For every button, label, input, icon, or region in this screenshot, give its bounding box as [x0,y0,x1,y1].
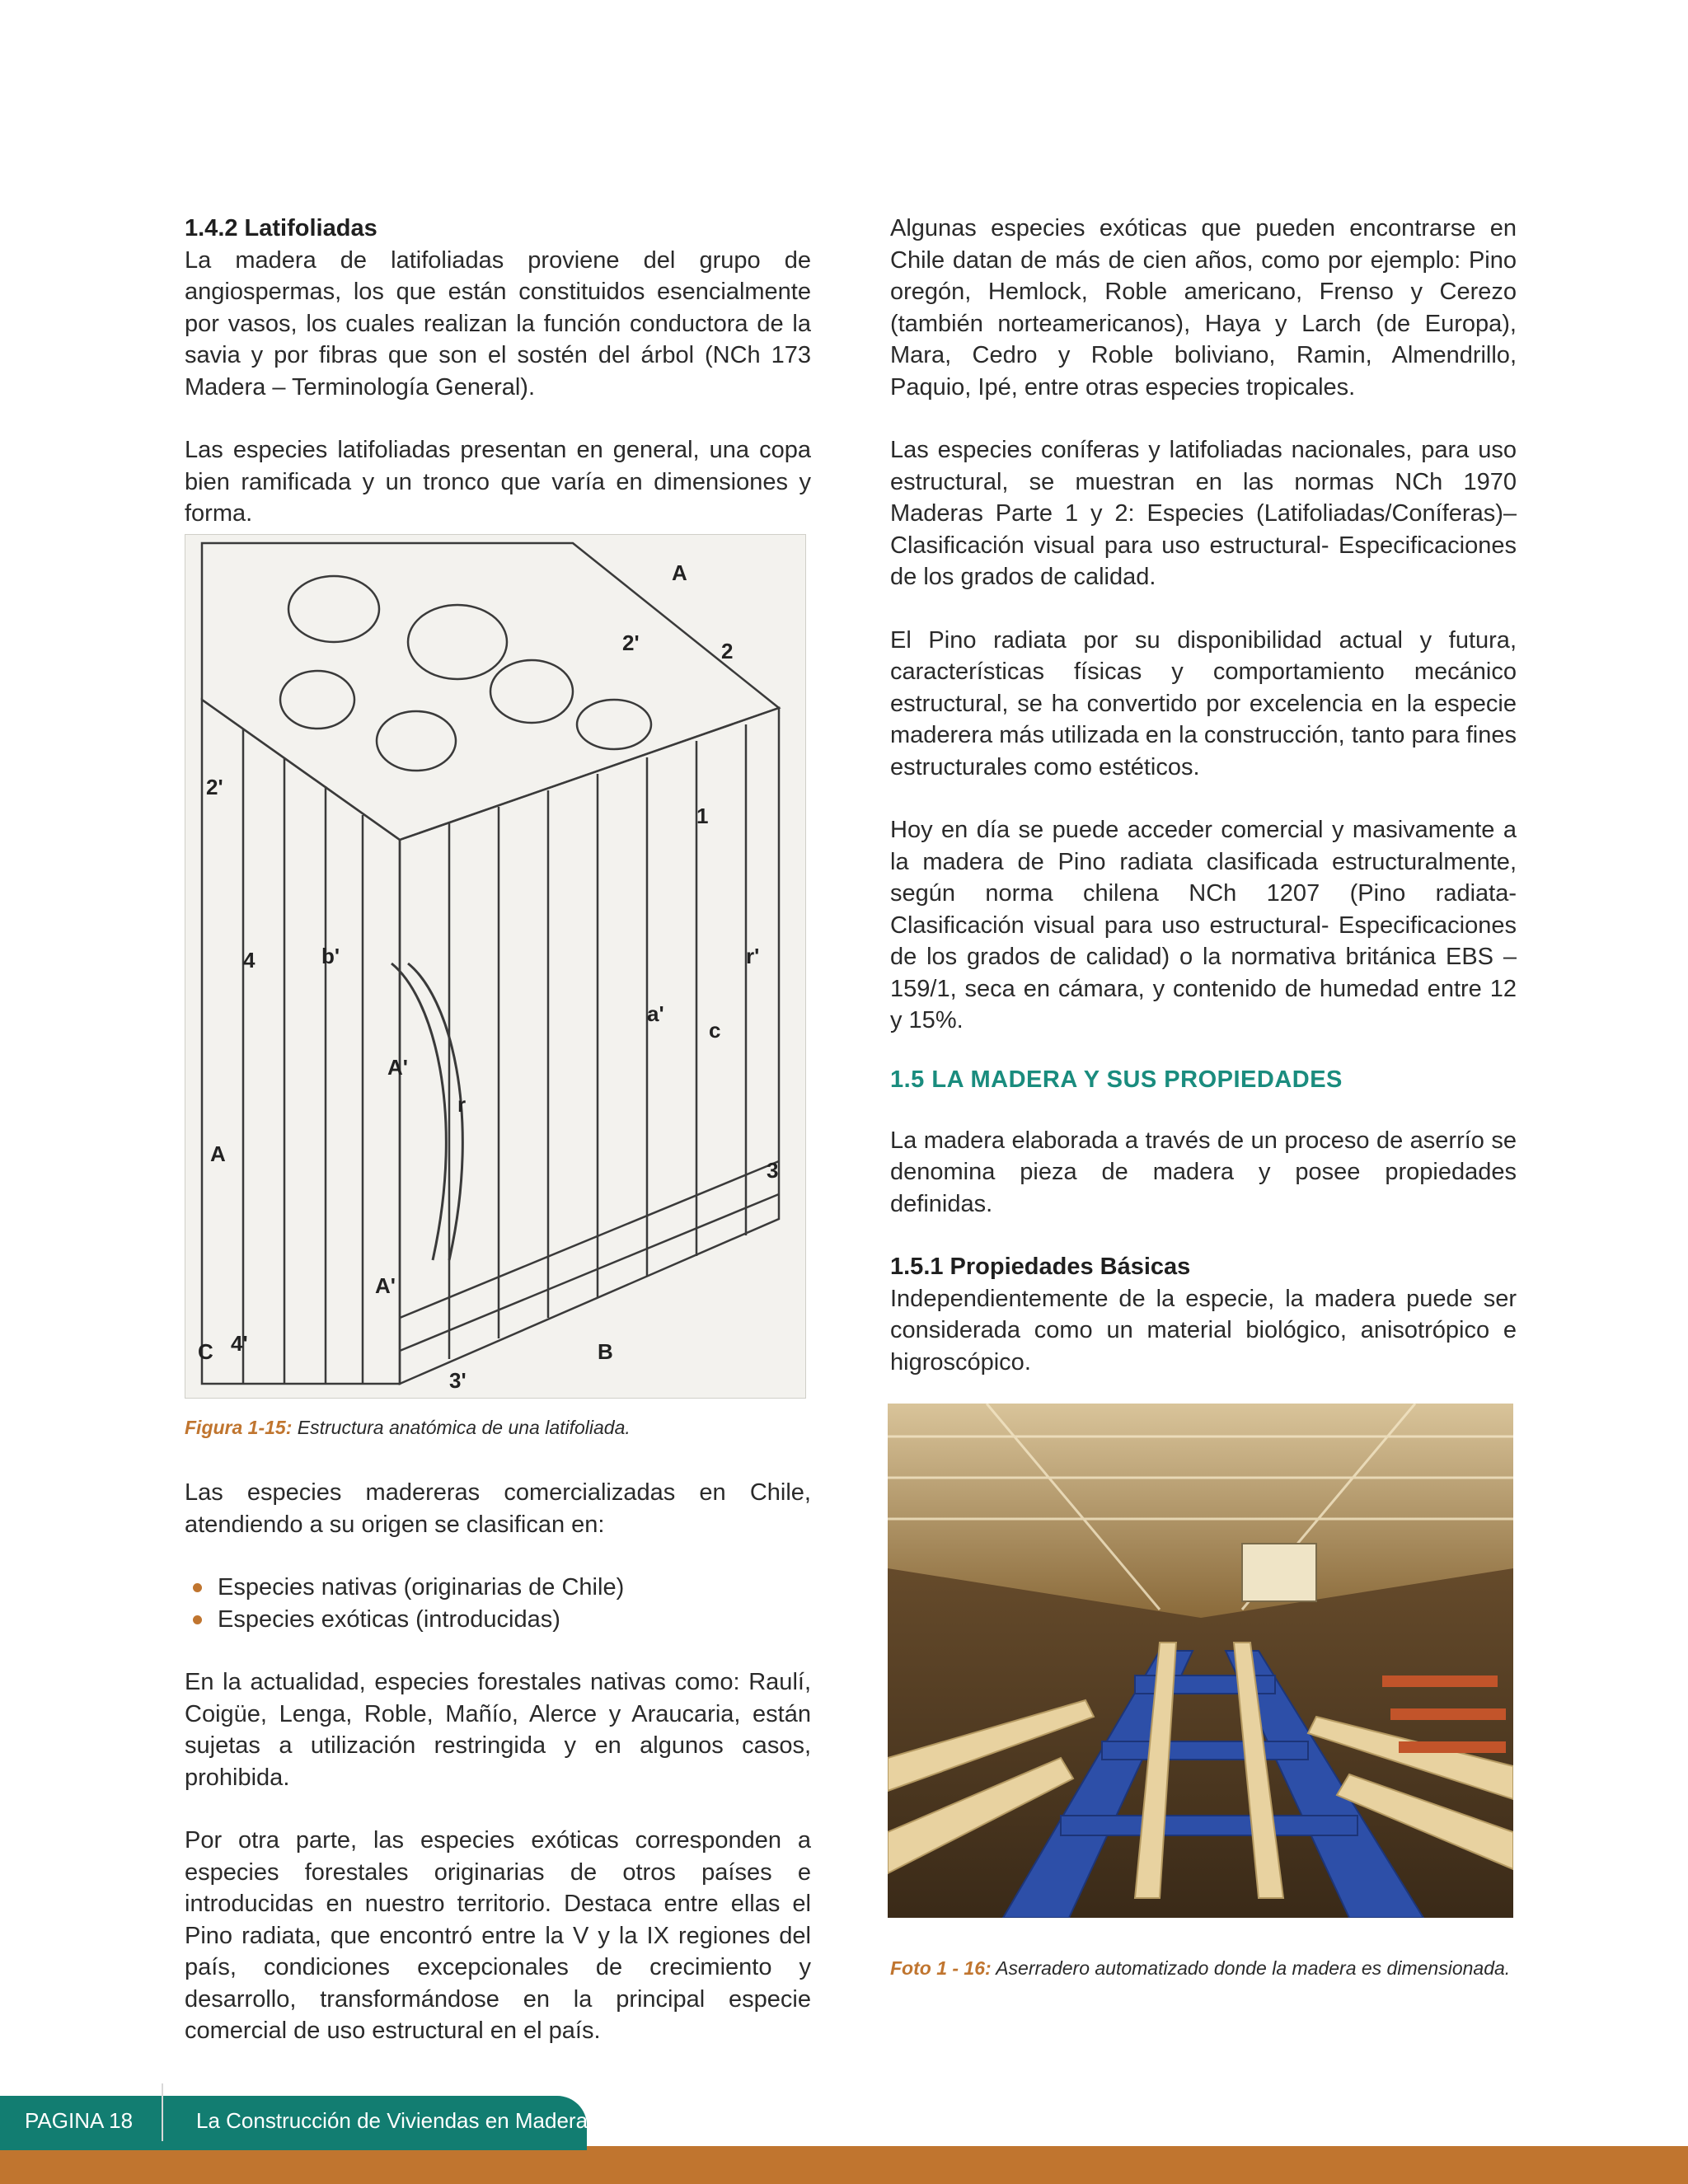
svg-text:2: 2 [721,639,734,663]
caption-text: Aserradero automatizado donde la madera es dimensionada. [996,1957,1511,1979]
paragraph-exotic-examples: Algunas especies exóticas que pueden encontrarse en Chile datan de más de cien años, como por ejemplo: Pino oregón, Hemlock, Roble americano, Frenso y Cerezo (también norteamericanos), Haya y Larch (de Europa), Mara, Cedro y Roble boliviano, Ramin, Almendrillo, Paquio, Ipé, entre otras especies tropicales. [890,215,1517,401]
svg-text:r': r' [746,944,760,968]
left-column [185,213,811,530]
figure-caption-15 [185,1415,811,1441]
sawmill-photo-illustration [888,1404,1513,1918]
diagram-label-b: B [598,1339,613,1364]
document-title: La Construcción de Viviendas en Madera [196,2108,588,2133]
figure-latifoliada-structure [185,534,806,1399]
origin-list [185,1572,811,1635]
caption-label: Foto 1 - 16: [890,1957,992,1979]
caption-label: Figura 1-15: [185,1417,293,1438]
svg-text:4': 4' [231,1331,248,1356]
paragraph-commercial-access: Hoy en día se puede acceder comercial y masivamente a la madera de Pino radiata clasificada estructuralmente, según norma chilena NCh 1207 (Pino radiata- Clasificación visual para uso estructural- Especificaciones de los grados de calidad) o la normativa británica EBS – 159/1, seca en cámara, y contenido de humedad entre 12 y 15%. [890,817,1517,1033]
photo-sawmill [888,1404,1513,1918]
svg-text:A: A [210,1141,226,1166]
paragraph-exotic-species: Por otra parte, las especies exóticas corresponden a especies forestales originarias de otros países e introducidas en nuestro territorio. Destaca entre ellas el Pino radiata, que encontró entre la V y la IX regiones del país, condiciones excepcionales de crecimiento y desarrollo, transformándose en la principal especie comercial de uso estructural en el país. [185,1827,811,2044]
paragraph-biologico: Independientemente de la especie, la madera puede ser considerada como un material biológico, anisotrópico e higroscópico. [890,1285,1517,1376]
section-heading-latifoliadas: 1.4.2 Latifoliadas [185,215,377,241]
svg-text:3': 3' [449,1368,467,1393]
paragraph-pieza-madera: La madera elaborada a través de un proceso de aserrío se denomina pieza de madera y posee propiedades definidas. [890,1127,1517,1217]
svg-text:b': b' [321,944,340,968]
svg-text:A': A' [387,1055,408,1080]
paragraph-native-species: En la actualidad, especies forestales nativas como: Raulí, Coigüe, Lenga, Roble, Mañío, Alerce y Araucaria, están sujetas a utilización restringida y en algunos casos, prohibida. [185,1669,811,1791]
paragraph-origin-intro: Las especies madereras comercializadas en Chile, atendiendo a su origen se clasifican en: [185,1479,811,1538]
left-column-lower [185,1477,811,2047]
paragraph-latifoliadas-copa: Las especies latifoliadas presentan en general, una copa bien ramificada y un tronco que varía en dimensiones y forma. [185,437,811,527]
paragraph-pino-radiata: El Pino radiata por su disponibilidad actual y futura, características físicas y comportamiento mecánico estructural, se ha convertido por excelencia en la especie maderera más utilizada en la construcción, tanto para fines estructurales como estéticos. [890,626,1517,780]
list-item: Especies nativas (originarias de Chile) [185,1572,811,1604]
svg-text:a': a' [647,1001,664,1026]
footer-divider [162,2083,163,2141]
svg-text:4: 4 [243,948,256,972]
caption-text: Estructura anatómica de una latifoliada. [297,1417,631,1438]
list-item: Especies exóticas (introducidas) [185,1604,811,1636]
svg-text:A': A' [375,1273,396,1298]
section-heading-propiedades: 1.5 LA MADERA Y SUS PROPIEDADES [890,1066,1343,1093]
diagram-front-face [202,700,400,1384]
diagram-label-a: A [672,560,687,585]
page-number: PAGINA 18 [25,2108,134,2133]
diagram-label-c: C [198,1339,213,1364]
svg-text:r: r [457,1092,467,1117]
photo-caption-16 [890,1956,1512,1981]
right-column [890,213,1517,1378]
footer-bar [0,2146,1688,2184]
svg-text:2': 2' [206,775,223,799]
latifoliada-diagram [185,535,805,1398]
subsection-heading-basicas: 1.5.1 Propiedades Básicas [890,1254,1191,1280]
paragraph-structural-norms: Las especies coníferas y latifoliadas nacionales, para uso estructural, se muestran en las normas NCh 1970 Maderas Parte 1 y 2: Especies (Latifoliadas/Coníferas)– Clasificación visual para uso estructural- Especificaciones de los grados de calidad. [890,437,1517,590]
svg-text:c: c [709,1018,721,1043]
svg-text:2': 2' [622,630,640,655]
svg-text:3: 3 [767,1158,779,1183]
paragraph-latifoliadas-definition: La madera de latifoliadas proviene del grupo de angiospermas, los que están constituidos esencialmente por vasos, los cuales realizan la función conductora de la savia y por fibras que son el sostén del árbol (NCh 173 Madera – Terminología General). [185,246,811,401]
diagram-side-face [400,708,779,1384]
svg-text:1: 1 [696,804,709,828]
